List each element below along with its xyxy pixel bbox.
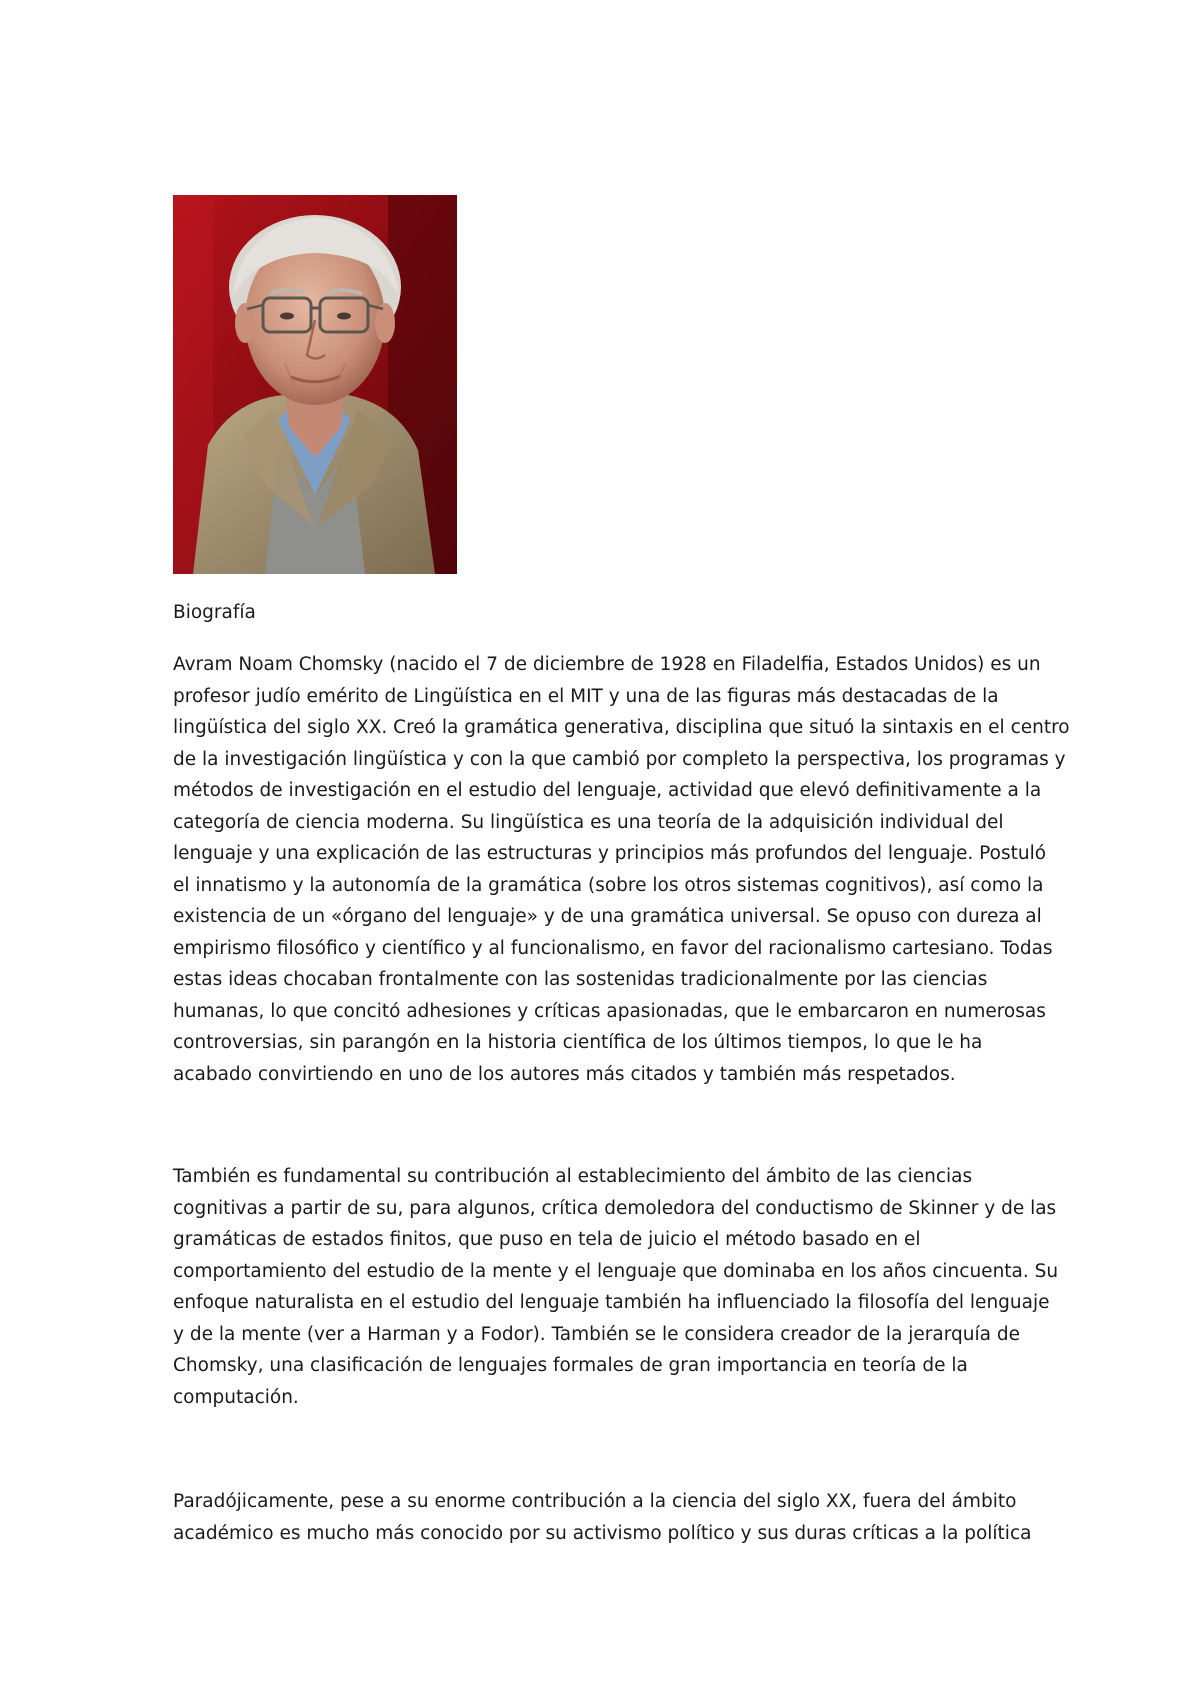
text-line: lenguaje y una explicación de las estructuras y principios más profundos del lenguaje. Postuló xyxy=(173,843,1047,864)
text-line: comportamiento del estudio de la mente y el lenguaje que dominaba en los años cincuenta. Su xyxy=(173,1260,1059,1282)
text-line: y de la mente (ver a Harman y a Fodor). También se le considera creador de la jerarquía de xyxy=(173,1323,1020,1345)
text-line: lingüística del siglo XX. Creó la gramática generativa, disciplina que situó la sintaxis en el centro xyxy=(173,717,1070,738)
text-line: cognitivas a partir de su, para algunos, crítica demoledora del conductismo de Skinner y de las xyxy=(173,1197,1057,1219)
text-line: Chomsky, una clasificación de lenguajes formales de gran importancia en teoría de la xyxy=(173,1355,968,1376)
text-line: categoría de ciencia moderna. Su lingüística es una teoría de la adquisición individual del xyxy=(173,811,1004,833)
text-line: gramáticas de estados finitos, que puso en tela de juicio el método basado en el xyxy=(173,1229,921,1250)
text-line: controversias, sin parangón en la historia científica de los últimos tiempos, lo que le ha xyxy=(173,1032,983,1053)
text-line: Paradójicamente, pese a su enorme contribución a la ciencia del siglo XX, fuera del ámbito xyxy=(173,1491,1017,1512)
text-line: Avram Noam Chomsky (nacido el 7 de diciembre de 1928 en Filadelfia, Estados Unidos) es un xyxy=(173,654,1041,675)
text-line: métodos de investigación en el estudio del lenguaje, actividad que elevó definitivamente a la xyxy=(173,780,1042,801)
text-line: empirismo filosófico y científico y al funcionalismo, en favor del racionalismo cartesiano. Todas xyxy=(173,937,1053,959)
paragraph-biography-3 xyxy=(173,1486,1031,1549)
text-line: enfoque naturalista en el estudio del lenguaje también ha influenciado la filosofía del lenguaje xyxy=(173,1292,1050,1313)
text-line: académico es mucho más conocido por su activismo político y sus duras críticas a la política xyxy=(173,1522,1032,1544)
portrait-photo xyxy=(173,195,457,574)
text-line: de la investigación lingüística y con la que cambió por completo la perspectiva, los programas y xyxy=(173,748,1066,770)
text-line: existencia de un «órgano del lenguaje» y de una gramática universal. Se opuso con dureza al xyxy=(173,906,1042,927)
text-line: acabado convirtiendo en uno de los autores más citados y también más respetados. xyxy=(173,1063,956,1085)
text-line: humanas, lo que concitó adhesiones y críticas apasionadas, que le embarcaron en numerosas xyxy=(173,1000,1046,1022)
text-line: profesor judío emérito de Lingüística en el MIT y una de las figuras más destacadas de la xyxy=(173,685,999,707)
text-line: También es fundamental su contribución al establecimiento del ámbito de las ciencias xyxy=(173,1166,973,1187)
portrait-illustration xyxy=(173,195,457,574)
paragraph-biography-2 xyxy=(173,1161,1058,1413)
text-line: computación. xyxy=(173,1386,299,1408)
text-line: estas ideas chocaban frontalmente con las sostenidas tradicionalmente por las ciencias xyxy=(173,969,988,990)
text-line: el innatismo y la autonomía de la gramática (sobre los otros sistemas cognitivos), así como la xyxy=(173,874,1044,896)
section-heading: Biografía xyxy=(173,602,256,623)
paragraph-biography-1 xyxy=(173,649,1070,1090)
